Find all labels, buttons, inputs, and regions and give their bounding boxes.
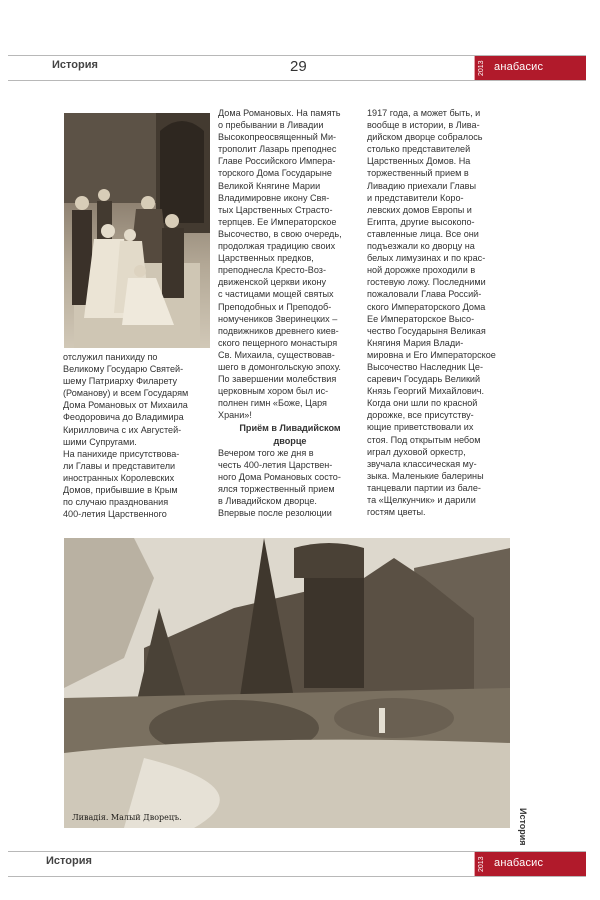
text-line: 1917 года, а может быть, и — [367, 108, 481, 118]
text-line: левских домов Европы и — [367, 204, 472, 215]
text-line: преподнесла Кресто-Воз- — [218, 265, 326, 276]
text-line: и представители Коро- — [367, 192, 464, 203]
text-line: ялся торжественный прием — [218, 483, 335, 494]
text-line: На панихиде присутствова- — [63, 448, 180, 459]
page-number: 29 — [290, 58, 307, 75]
text-line: подвижников древнего киев- — [218, 325, 339, 336]
text-line: Ливадию приехали Главы — [367, 180, 477, 191]
text-line: ского пещерного монастыря — [218, 337, 338, 348]
text-line: Феодоровича до Владимира — [63, 412, 184, 423]
text-line: Св. Михаила, существовав- — [218, 349, 335, 360]
text-line: отслужил панихиду по — [63, 352, 158, 362]
text-line: Владимировне икону Свя- — [218, 192, 330, 203]
text-line: шему Патриарху Филарету — [63, 376, 178, 387]
text-line: торского Дома Государыне — [218, 168, 332, 179]
text-line: звучала классическая му- — [367, 458, 477, 469]
side-section-label: История — [518, 808, 528, 846]
text-line: Преподобных и Преподоб- — [218, 301, 332, 312]
brand-tab — [474, 56, 586, 80]
text-line: ющие приветствовали их — [367, 422, 474, 433]
text-line: иностранных Королевских — [63, 472, 175, 483]
text-line: Впервые после резолюции — [218, 508, 332, 519]
text-line: гостям цветы. — [367, 507, 426, 518]
text-line: Дома Романовых от Михаила — [63, 400, 188, 411]
text-line: полнен гимн «Боже, Царя — [218, 398, 327, 409]
article-column-2 — [218, 107, 362, 519]
text-line: ной дорожке проходили в — [367, 265, 476, 276]
text-line: шего в домонгольскую эпоху. — [218, 361, 341, 372]
text-line: Царственных предков, — [218, 253, 314, 264]
text-line: терпцев. Ее Императорское — [218, 216, 337, 227]
text-line: Высочество Наследник Це- — [367, 361, 483, 372]
text-line: Высочество, в свою очередь, — [218, 228, 342, 239]
text-line: По завершении молебствия — [218, 374, 337, 385]
section-title: История — [52, 59, 98, 71]
text-line: белых лимузинах и по крас- — [367, 253, 486, 264]
text-line: Кирилловича с их Августей- — [63, 424, 182, 435]
text-line: честь 400-летия Царствен- — [218, 459, 333, 470]
page-header — [8, 55, 586, 81]
article-column-1 — [63, 351, 211, 520]
text-line: ного Дома Романовых состо- — [218, 471, 341, 482]
text-line: Дома Романовых. На память — [218, 108, 341, 118]
text-line: Египта, другие высокопо- — [367, 216, 475, 227]
page-footer — [8, 851, 586, 877]
text-line: вообще в истории, в Лива- — [367, 120, 480, 131]
text-line: 400-летия Царственного — [63, 509, 167, 520]
magazine-name: анабасис — [494, 61, 544, 73]
text-line: продолжая традицию своих — [218, 241, 336, 252]
text-line: столько представителей — [367, 144, 471, 155]
text-line: номучеников Зверинецких – — [218, 313, 338, 324]
text-line: (Романову) и всем Государям — [63, 388, 189, 399]
text-line: Царственных Домов. На — [367, 156, 471, 167]
text-line: Вечером того же дня в — [218, 447, 314, 458]
text-line: саревич Государь Великий — [367, 374, 481, 385]
text-line: Ее Императорское Высо- — [367, 313, 475, 324]
text-line: дийском дворце собралось — [367, 132, 483, 143]
text-line: церковным хором был ис- — [218, 386, 329, 397]
text-line: стоя. Под открытым небом — [367, 434, 481, 445]
text-line: ставленные лица. Все они — [367, 228, 479, 239]
text-line: пожаловали Глава Россий- — [367, 289, 482, 300]
text-line: по случаю празднования — [63, 497, 169, 508]
text-line: Князь Георгий Михайлович. — [367, 386, 485, 397]
palace-photo — [64, 538, 510, 828]
footer-brand-tab — [474, 852, 586, 876]
text-line: тых Царственных Страсто- — [218, 204, 333, 215]
text-line: шими Супругами. — [63, 436, 137, 447]
text-line: в Ливадийском дворце. — [218, 496, 317, 506]
text-line: мировна и Его Императорское — [367, 349, 496, 360]
text-line: гостевую ложу. Последними — [367, 277, 486, 288]
family-photo — [64, 113, 210, 348]
issue-year: 2013 — [474, 56, 489, 80]
text-line: Княгиня Мария Влади- — [367, 337, 464, 348]
text-line: ского Императорского Дома — [367, 301, 486, 312]
subheading-line: дворце — [273, 435, 307, 446]
article-column-3 — [367, 107, 509, 518]
text-line: о пребывании в Ливадии — [218, 120, 324, 131]
text-line: Великому Государю Святей- — [63, 364, 184, 375]
footer-section-title: История — [46, 855, 92, 867]
text-line: Домов, прибывшие в Крым — [63, 485, 178, 496]
text-line: Когда они шли по красной — [367, 398, 478, 409]
text-line: трополит Лазарь преподнес — [218, 144, 337, 155]
footer-magazine-name: анабасис — [494, 857, 544, 869]
subheading-line: Приём в Ливадийском — [239, 423, 341, 434]
text-line: та «Щелкунчик» и дарили — [367, 495, 476, 505]
section-subheading — [218, 422, 362, 446]
text-line: Высокопреосвященный Ми- — [218, 132, 337, 143]
text-line: играл духовой оркестр, — [367, 446, 466, 457]
text-line: торжественный прием в — [367, 168, 469, 179]
text-line: дорожке, все присутству- — [367, 410, 474, 421]
text-line: Главе Российского Импера- — [218, 156, 336, 167]
text-line: Храни»! — [218, 410, 252, 421]
text-line: чество Государыня Великая — [367, 325, 486, 336]
text-line: движенской церкви икону — [218, 277, 327, 288]
text-line: с частицами мощей святых — [218, 289, 334, 300]
text-line: танцевали партии из бале- — [367, 482, 481, 493]
photo-caption: Ливадія. Малый Дворецъ. — [72, 813, 182, 822]
text-line: зыка. Маленькие балерины — [367, 470, 484, 481]
footer-issue-year: 2013 — [474, 852, 489, 876]
text-line: подъезжали ко дворцу на — [367, 241, 475, 252]
palace-photo-image — [64, 538, 510, 828]
text-line: Великой Княгине Марии — [218, 180, 321, 191]
text-line: ли Главы и представители — [63, 460, 176, 471]
family-photo-image — [64, 113, 210, 348]
